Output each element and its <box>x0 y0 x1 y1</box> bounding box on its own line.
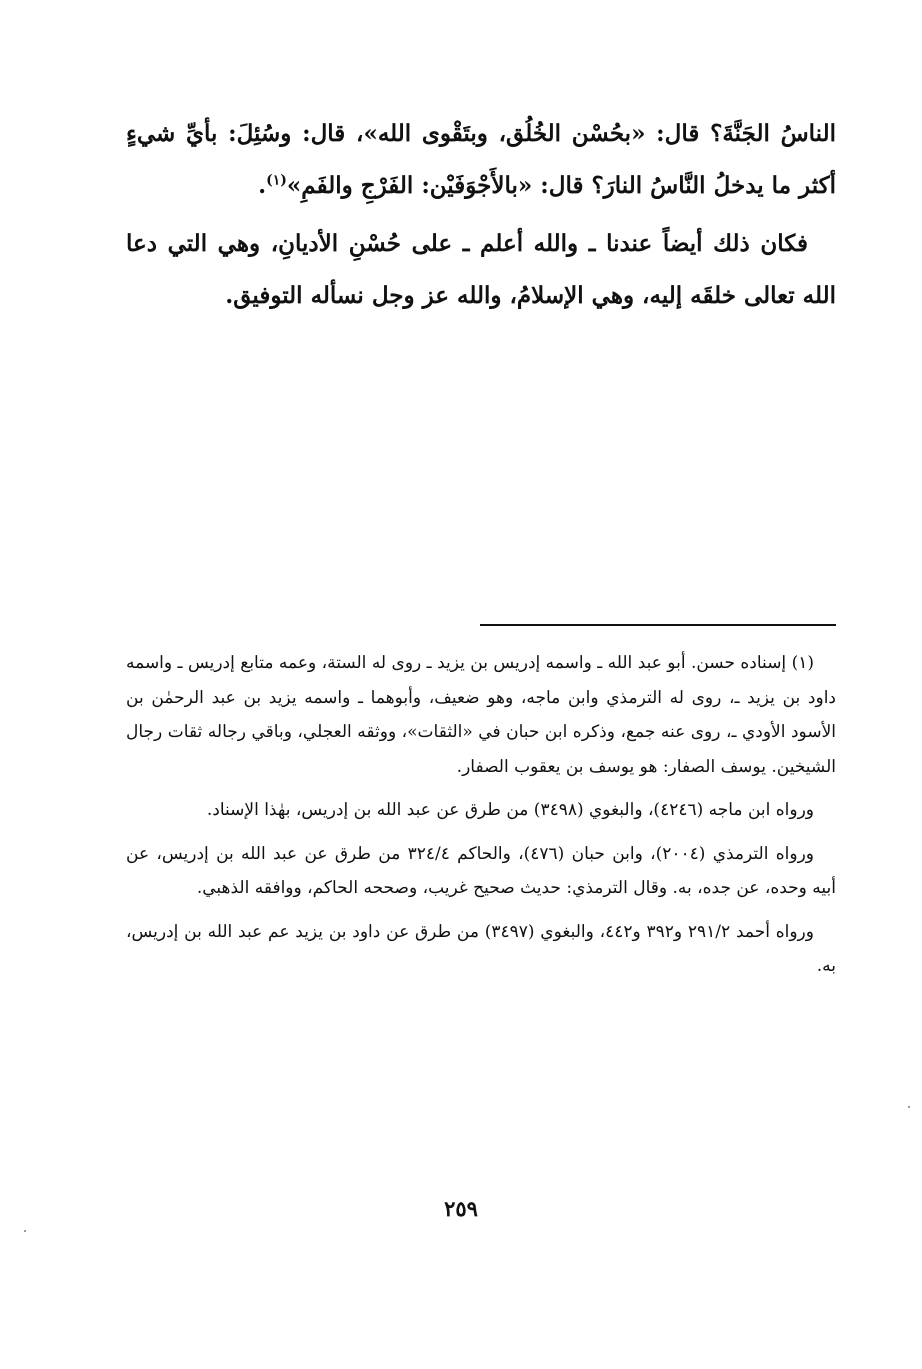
footnote-separator <box>480 624 836 626</box>
footnote-paragraph-3: ورواه الترمذي (٢٠٠٤)، وابن حبان (٤٧٦)، والحاكم ٣٢٤/٤ من طرق عن عبد الله بن إدريس، عن أبيه وحده، عن جده، به. وقال الترمذي: حديث صحيح غريب، وصححه الحاكم، ووافقه الذهبي. <box>126 843 836 898</box>
scan-speck <box>24 1230 26 1232</box>
footnote-reference: (١) <box>266 172 287 189</box>
footnote-paragraph-2: ورواه ابن ماجه (٤٢٤٦)، والبغوي (٣٤٩٨) من طرق عن عبد الله بن إدريس، بهٰذا الإسناد. <box>206 800 814 820</box>
main-paragraph-1 <box>126 108 836 212</box>
footnote-paragraph-1: (١) إسناده حسن. أبو عبد الله ـ واسمه إدريس بن يزيد ـ روى له الستة، وعمه متابع إدريس ـ واسمه داود بن يزيد ـ، روى له الترمذي وابن ماجه، وهو ضعيف، وأبوهما ـ واسمه يزيد بن عبد الرحمٰن بن الأسود الأودي ـ، روى عنه جمع، وذكره ابن حبان في «الثقات»، ووثقه العجلي، وباقي رجاله ثقات رجال الشيخين. يوسف الصفار: هو يوسف بن يعقوب الصفار. <box>126 653 836 777</box>
footnotes <box>126 646 836 984</box>
main-paragraph-2: فكان ذلك أيضاً عندنا ـ والله أعلم ـ على حُسْنِ الأديانِ، وهي التي دعا الله تعالى خلقَه إليه، وهي الإسلامُ، والله عز وجل نسأله التوفيق. <box>126 230 836 309</box>
scan-speck <box>908 1106 910 1108</box>
page-number: ٢٥٩ <box>444 1196 478 1221</box>
main-paragraph-1-text: الناسُ الجَنَّةَ؟ قال: «بحُسْن الخُلُق، وبتَقْوى الله»، قال: وسُئِلَ: بأيِّ شيءٍ أكثر ما يدخلُ النَّاسُ النارَ؟ قال: «بالأَجْوَفَيْن: الفَرْجِ والفَمِ» <box>126 120 836 199</box>
main-text <box>126 108 836 322</box>
main-paragraph-1-end: . <box>258 172 267 199</box>
footnote-paragraph-4: ورواه أحمد ٢٩١/٢ و٣٩٢ و٤٤٢، والبغوي (٣٤٩٧) من طرق عن داود بن يزيد عم عبد الله بن إدريس، به. <box>126 921 836 976</box>
